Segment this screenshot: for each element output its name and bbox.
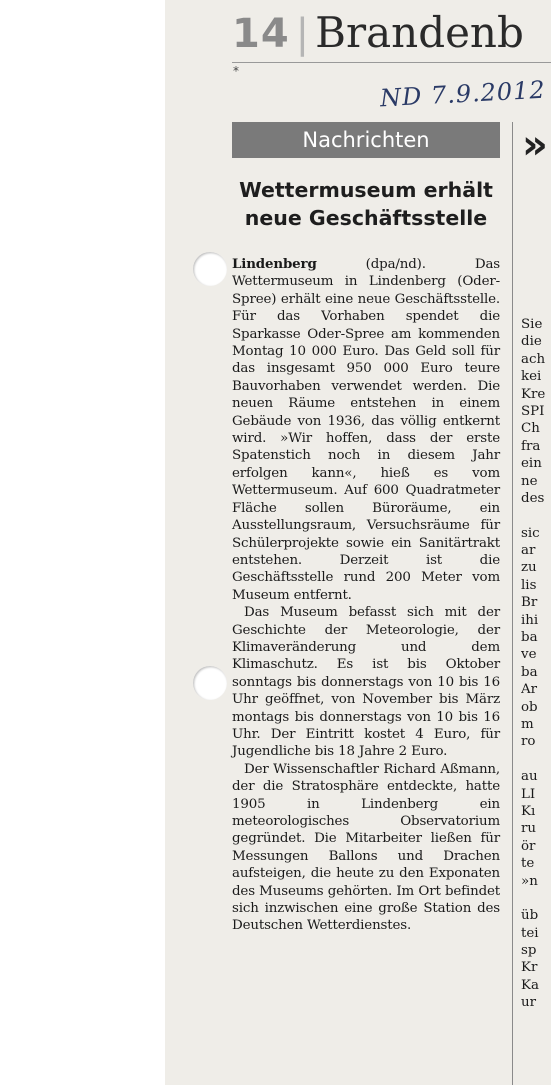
punch-hole <box>193 666 227 700</box>
next-column-line: Kr <box>521 960 538 976</box>
masthead-separator: | <box>295 11 310 57</box>
next-column-line: lis <box>521 577 537 593</box>
next-column-line: Kre <box>521 386 546 402</box>
next-column-line <box>521 890 551 907</box>
article-dateline: Lindenberg <box>232 256 317 272</box>
masthead-rule <box>232 62 551 63</box>
next-column-line: ar <box>521 543 536 559</box>
next-column-line: ba <box>521 630 538 646</box>
next-column-line: ro <box>521 734 536 750</box>
next-column-line: üb <box>521 908 539 924</box>
star-mark: * <box>233 64 239 78</box>
article-body <box>232 256 500 935</box>
next-column-line: te <box>521 856 535 872</box>
page-number: 14 <box>232 11 290 57</box>
article-headline: Wettermuseum erhält neue Geschäftsstelle <box>239 178 493 230</box>
column-divider <box>512 122 513 1085</box>
next-column-line: fra <box>521 438 541 454</box>
next-column-line: ör <box>521 838 536 854</box>
next-column-line: LI <box>521 786 536 802</box>
next-column-fragments <box>521 316 551 1012</box>
next-column-line <box>521 751 551 768</box>
next-column-line: SPI <box>521 403 545 419</box>
next-column-line: ru <box>521 821 537 837</box>
next-column-line: des <box>521 490 545 506</box>
next-column-line: ve <box>521 647 537 663</box>
next-column-quote-mark: » <box>522 122 548 168</box>
next-column-line: Ar <box>521 682 538 698</box>
next-column-line: zu <box>521 560 537 576</box>
next-column-line: ein <box>521 456 542 472</box>
next-column-line: Br <box>521 595 538 611</box>
masthead <box>232 8 524 56</box>
punch-hole <box>193 252 227 286</box>
masthead-title: Brandenb <box>315 8 524 57</box>
section-heading: Nachrichten <box>232 122 500 158</box>
next-column-line: Ch <box>521 421 540 437</box>
next-column-line: kei <box>521 369 542 385</box>
article-paragraph-text: (dpa/nd). Das Wettermuseum in Lindenberg (Oder-Spree) erhält eine neue Geschäftsstelle. Für das Vorhaben spendet die Sparkasse Oder-Spree am kommenden Montag 10 000 Euro. Das Geld soll für das insgesamt 950 000 Euro teure Bauvorhaben verwendet werden. Die neuen Räume entstehen in einem Gebäude von 1936, das völlig entkernt wird. »Wir hoffen, dass der erste Spatenstich noch in diesem Jahr erfolgen kann«, hieß es vom Wettermuseum. Auf 600 Quadratmeter Fläche sollen Büroräume, ein Ausstellungsraum, Versuchsräume für Schülerprojekte sowie ein Sanitärtrakt entstehen. Derzeit ist die Geschäftsstelle rund 200 Meter vom Museum entfernt. <box>232 257 500 603</box>
next-column-line: tei <box>521 925 539 941</box>
next-column-line: ne <box>521 473 538 489</box>
next-column-line: Sie <box>521 317 543 332</box>
next-column-line: ur <box>521 995 537 1011</box>
next-column-line: ach <box>521 351 546 367</box>
handwritten-date-note: ND 7.9.2012 <box>379 75 547 113</box>
next-column-line: m <box>521 716 534 732</box>
next-column-line: die <box>521 334 542 350</box>
next-column-line: »n <box>521 873 538 889</box>
next-column-line: Ka <box>521 977 539 993</box>
article-paragraph: Das Museum befasst sich mit der Geschichte der Meteorologie, der Klimaveränderung und dem Klimaschutz. Es ist bis Oktober sonntags bis donnerstags von 10 bis 16 Uhr geöffnet, von November bis März montags bis donnerstags von 10 bis 16 Uhr. Der Eintritt kostet 4 Euro, für Jugendliche bis 18 Jahre 2 Euro. <box>232 605 500 760</box>
next-column-line: sic <box>521 525 540 541</box>
next-column-line: ob <box>521 699 538 715</box>
next-column-line: au <box>521 769 538 785</box>
next-column-line: ihi <box>521 612 539 628</box>
next-column-line <box>521 507 551 524</box>
article-paragraph <box>232 256 500 604</box>
next-column-line: ba <box>521 664 538 680</box>
next-column-line: sp <box>521 943 537 959</box>
article-paragraph: Der Wissenschaftler Richard Aßmann, der die Stratosphäre entdeckte, hatte 1905 in Lindenberg ein meteorologisches Observatorium gegründet. Die Mitarbeiter ließen für Messungen Ballons und Drachen aufsteigen, die heute zu den Exponaten des Museums gehörten. Im Ort befindet sich inzwischen eine große Station des Deutschen Wetterdienstes. <box>232 761 500 934</box>
next-column-line: Kı <box>521 803 536 819</box>
